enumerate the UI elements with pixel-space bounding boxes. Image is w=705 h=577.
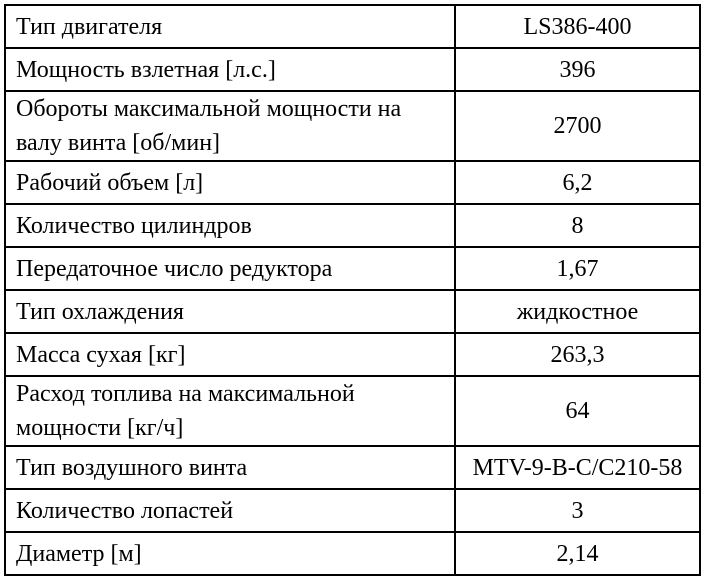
- table-row: [5, 446, 700, 489]
- table-row: [5, 376, 700, 446]
- param-name-cell: Передаточное число редуктора: [5, 247, 455, 290]
- param-name-cell: Расход топлива на максимальной мощности [кг/ч]: [5, 376, 455, 446]
- param-value-cell: 2,14: [455, 532, 700, 575]
- param-value-cell: 64: [455, 376, 700, 446]
- param-name-cell: Количество лопастей: [5, 489, 455, 532]
- table-row: [5, 48, 700, 91]
- param-name-cell: Диаметр [м]: [5, 532, 455, 575]
- table-row: [5, 290, 700, 333]
- param-name-cell: Мощность взлетная [л.с.]: [5, 48, 455, 91]
- table-row: [5, 204, 700, 247]
- param-value-cell: 263,3: [455, 333, 700, 376]
- param-value-cell: 396: [455, 48, 700, 91]
- param-name-cell: Количество цилиндров: [5, 204, 455, 247]
- param-name-cell: Тип двигателя: [5, 5, 455, 48]
- param-name-cell: Рабочий объем [л]: [5, 161, 455, 204]
- table-row: [5, 532, 700, 575]
- param-value-cell: жидкостное: [455, 290, 700, 333]
- table-row: [5, 5, 700, 48]
- engine-spec-table: [4, 4, 701, 576]
- param-value-cell: LS386-400: [455, 5, 700, 48]
- table-row: [5, 489, 700, 532]
- table-row: [5, 247, 700, 290]
- param-name-cell: Тип охлаждения: [5, 290, 455, 333]
- param-value-cell: 1,67: [455, 247, 700, 290]
- table-row: [5, 91, 700, 161]
- param-name-cell: Обороты максимальной мощности на валу винта [об/мин]: [5, 91, 455, 161]
- table-row: [5, 161, 700, 204]
- param-value-cell: 3: [455, 489, 700, 532]
- param-value-cell: 6,2: [455, 161, 700, 204]
- param-value-cell: 8: [455, 204, 700, 247]
- param-value-cell: MTV-9-B-C/C210-58: [455, 446, 700, 489]
- table-row: [5, 333, 700, 376]
- param-value-cell: 2700: [455, 91, 700, 161]
- param-name-cell: Масса сухая [кг]: [5, 333, 455, 376]
- param-name-cell: Тип воздушного винта: [5, 446, 455, 489]
